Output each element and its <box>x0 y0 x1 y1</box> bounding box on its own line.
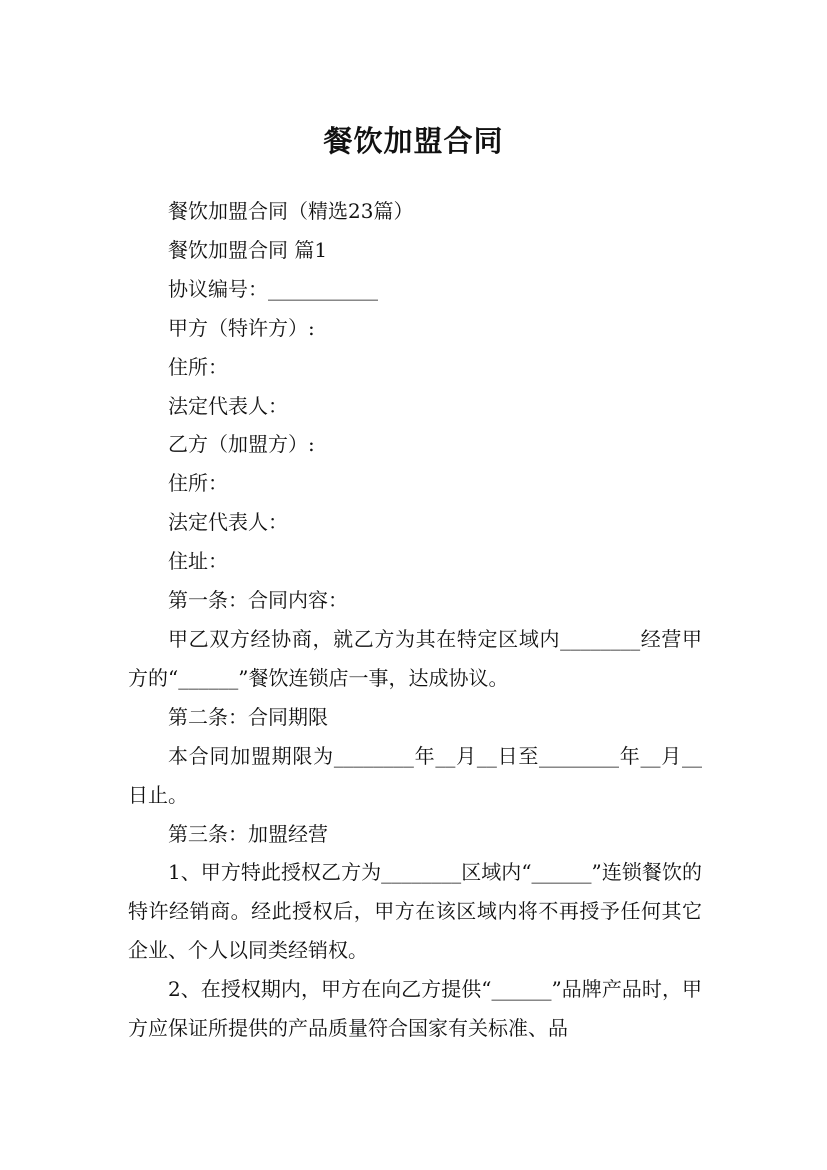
party-a-address: 住所： <box>168 354 228 379</box>
article-3-clause-1: 1、甲方特此授权乙方为________区域内“______”连锁餐饮的特许经销商。经此授权后，甲方在该区域内将不再授予任何其它企业、个人以同类经销权。 <box>128 860 702 963</box>
subtitle-line: 餐饮加盟合同（精选23篇） <box>168 199 414 223</box>
party-b-address: 住所： <box>168 471 228 496</box>
document-body <box>128 192 702 1048</box>
article-2-text: 本合同加盟期限为________年__月__日至________年__月__日止。 <box>128 743 702 807</box>
party-a-representative: 法定代表人： <box>168 393 288 418</box>
section-heading: 餐饮加盟合同 篇1 <box>168 237 328 262</box>
agreement-number-field: 协议编号：___________ <box>168 276 378 301</box>
article-3-heading: 第三条：加盟经营 <box>168 821 328 846</box>
party-b-residence: 住址： <box>168 549 228 574</box>
document-title: 餐饮加盟合同 <box>323 124 504 159</box>
party-b-label: 乙方（加盟方）: <box>168 432 315 457</box>
party-a-label: 甲方（特许方）: <box>168 315 315 340</box>
article-1-heading: 第一条：合同内容： <box>168 588 348 613</box>
article-1-text: 甲乙双方经协商，就乙方为其在特定区域内________经营甲方的“______”餐饮连锁店一事，达成协议。 <box>128 626 702 690</box>
article-3-clause-2: 2、在授权期内，甲方在向乙方提供“______”品牌产品时，甲方应保证所提供的产品质量符合国家有关标准、品 <box>128 977 702 1041</box>
article-2-heading: 第二条：合同期限 <box>168 704 328 729</box>
party-b-representative: 法定代表人： <box>168 510 288 535</box>
